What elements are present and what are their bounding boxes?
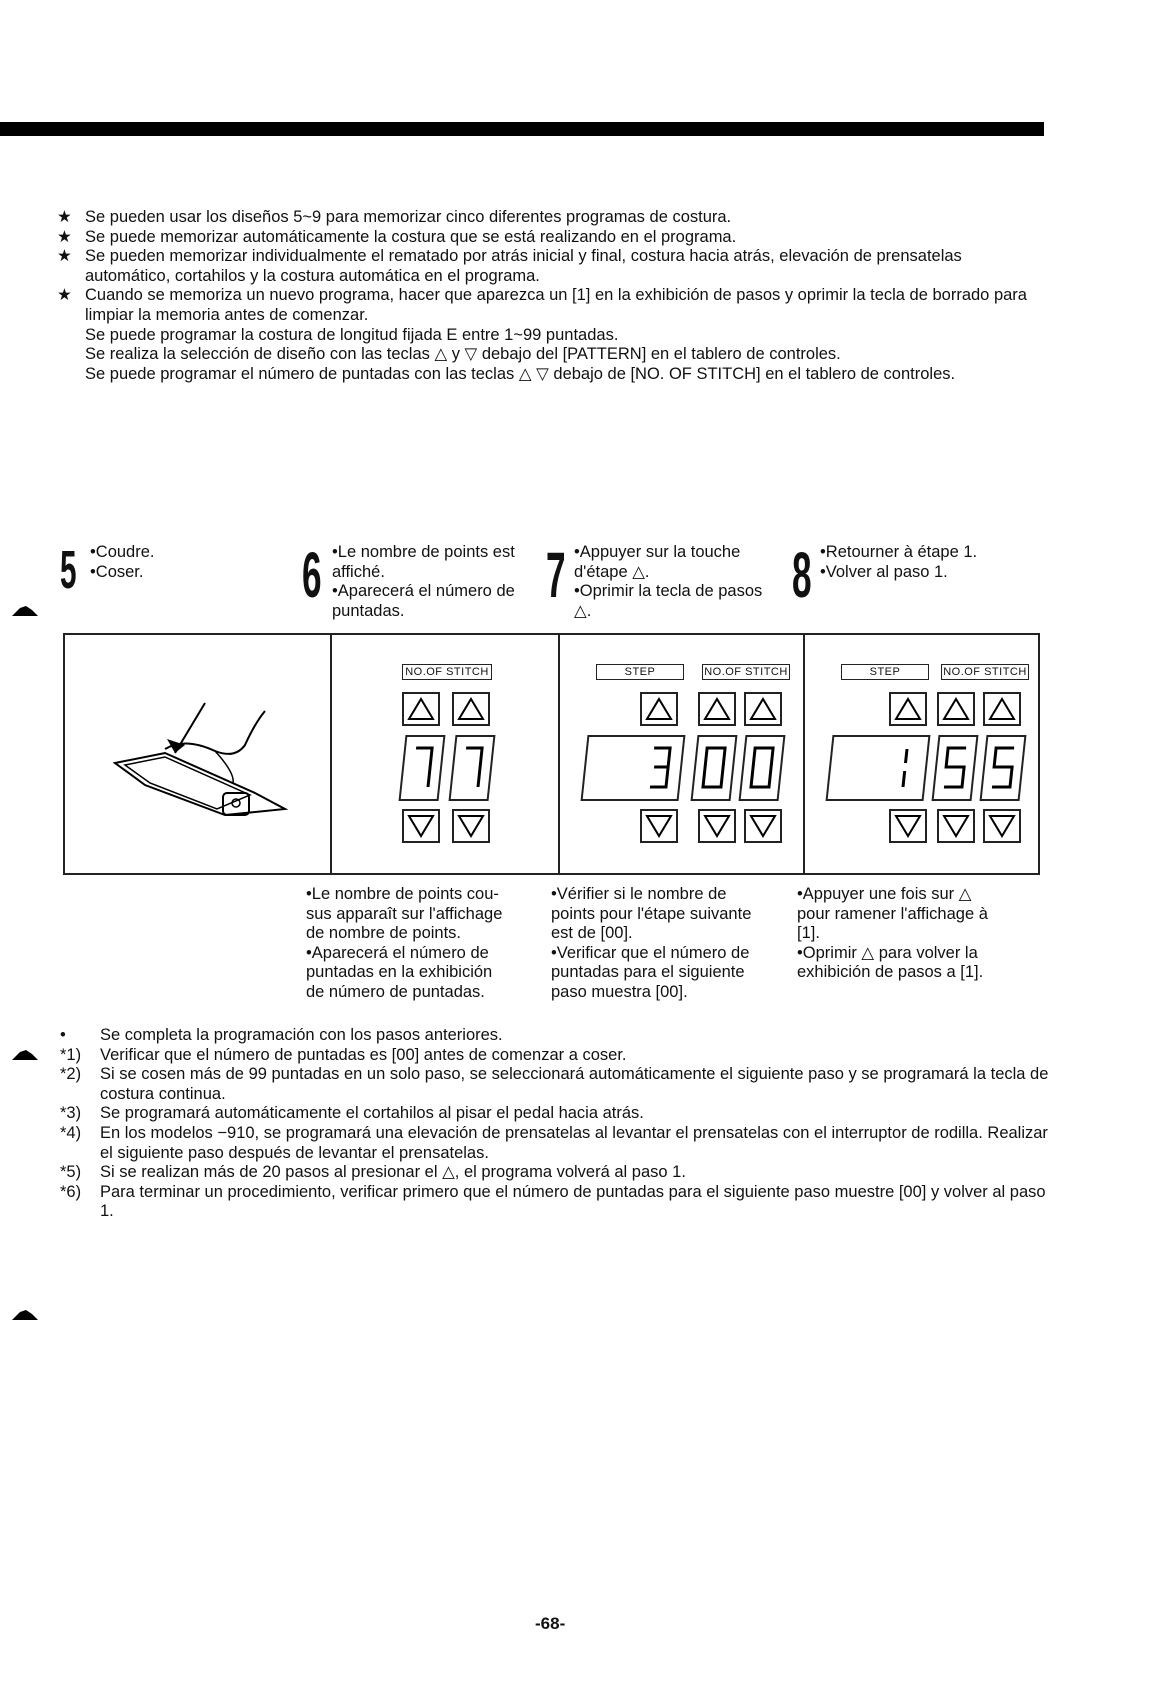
footnote: *3) Se programará automáticamente el cortahilos al pisar el pedal hacia atrás.	[60, 1104, 644, 1123]
display-step-6	[330, 635, 560, 873]
stitch-up-button[interactable]	[452, 692, 490, 726]
seven-segment-digit	[989, 745, 1018, 791]
footnote: *6) Para terminar un procedimiento, verificar primero que el número de puntadas para el siguiente paso muestre [00] y volver al paso 1.	[60, 1182, 1046, 1221]
hand-pointer-icon	[10, 604, 40, 618]
step-label: STEP	[841, 664, 929, 680]
star-icon: ★	[57, 208, 72, 226]
up-triangle-icon	[988, 697, 1016, 721]
step-number: 6	[302, 539, 322, 611]
display-step-7	[558, 635, 805, 873]
note-4: ★ Cuando se memoriza un nuevo programa, hacer que aparezca un [1] en la exhibición de pasos y oprimir la tecla de borrado para limpiar la memoria antes de comenzar. Se puede programar la costura de longitud fijada E entre 1~99 puntadas. Se realiza la selección de diseño con las teclas △ y ▽ debajo del [PATTERN] en el tablero de controles. Se puede programar el número de puntadas con las teclas △ ▽ debajo de [NO. OF STITCH] en el tablero de controles.	[57, 286, 1027, 383]
down-triangle-icon	[457, 814, 485, 838]
stitch-digit	[449, 735, 496, 801]
stitch-label: NO.OF STITCH	[702, 664, 790, 680]
stitch-up-button[interactable]	[937, 692, 975, 726]
stitch-digit	[739, 735, 786, 801]
up-triangle-icon	[894, 697, 922, 721]
down-triangle-icon	[703, 814, 731, 838]
footnotes	[60, 1026, 1050, 1222]
caption-step-8: •Appuyer une fois sur △ pour ramener l'affichage à [1]. •Oprimir △ para volver la exhibición de pasos a [1].	[797, 885, 988, 982]
seven-segment-digit	[700, 745, 729, 791]
stitch-digit	[691, 735, 738, 801]
control-panel-illustration	[63, 633, 1040, 875]
seven-segment-digit	[889, 745, 918, 791]
display-step-8	[803, 635, 1040, 873]
stitch-up-button[interactable]	[402, 692, 440, 726]
stitch-down-button[interactable]	[402, 809, 440, 843]
up-triangle-icon	[407, 697, 435, 721]
hand-pointer-icon	[10, 1048, 40, 1062]
note-2: ★ Se puede memorizar automáticamente la costura que se está realizando en el programa.	[57, 227, 737, 246]
stitch-down-button[interactable]	[698, 809, 736, 843]
step-8: 8 •Retourner à étape 1. •Volver al paso 1.	[792, 539, 978, 611]
step-7: 7 •Appuyer sur la touche d'étape △. •Oprimir la tecla de pasos △.	[546, 539, 763, 620]
page-number: -68-	[535, 1614, 566, 1633]
footnote: *5) Si se realizan más de 20 pasos al presionar el △, el programa volverá al paso 1.	[60, 1163, 686, 1182]
star-icon: ★	[57, 247, 72, 266]
seven-segment-digit	[408, 745, 437, 791]
step-number: 8	[792, 539, 812, 611]
step-label: STEP	[596, 664, 684, 680]
down-triangle-icon	[942, 814, 970, 838]
down-triangle-icon	[988, 814, 1016, 838]
stitch-up-button[interactable]	[744, 692, 782, 726]
footnote: *1) Verificar que el número de puntadas es [00] antes de comenzar a coser.	[60, 1045, 627, 1064]
step-down-button[interactable]	[889, 809, 927, 843]
up-triangle-icon	[942, 697, 970, 721]
seven-segment-digit	[748, 745, 777, 791]
step-display	[581, 735, 686, 801]
stitch-digit	[399, 735, 446, 801]
down-triangle-icon	[894, 814, 922, 838]
stitch-down-button[interactable]	[452, 809, 490, 843]
step-number: 5	[60, 540, 77, 600]
stitch-up-button[interactable]	[698, 692, 736, 726]
up-triangle-icon	[457, 697, 485, 721]
caption-step-7: •Vérifier si le nombre de points pour l'étape suivante est de [00]. •Verificar que el número de puntadas para el siguiente paso muestra [00].	[551, 885, 752, 1001]
star-icon: ★	[57, 286, 72, 305]
note-3: ★ Se pueden memorizar individualmente el rematado por atrás inicial y final, costura hacia atrás, elevación de prensatelas automático, cortahilos y la costura automática en el programa.	[57, 247, 962, 285]
down-triangle-icon	[407, 814, 435, 838]
footnote: • Se completa la programación con los pasos anteriores.	[60, 1026, 503, 1044]
down-triangle-icon	[645, 814, 673, 838]
stitch-label: NO.OF STITCH	[402, 664, 492, 680]
footnote: *4) En los modelos −910, se programará una elevación de prensatelas al levantar el prensatelas con el interruptor de rodilla. Realizar el siguiente paso después de levantar el prensatelas.	[60, 1123, 1048, 1162]
stitch-digit	[932, 735, 979, 801]
step-5: 5 •Coudre. •Coser.	[60, 540, 155, 600]
stitch-up-button[interactable]	[983, 692, 1021, 726]
star-icon: ★	[57, 227, 72, 246]
stitch-down-button[interactable]	[983, 809, 1021, 843]
step-down-button[interactable]	[640, 809, 678, 843]
step-display	[826, 735, 931, 801]
stitch-label: NO.OF STITCH	[941, 664, 1029, 680]
note-1: ★ Se pueden usar los diseños 5~9 para memorizar cinco diferentes programas de costura.	[57, 208, 732, 226]
seven-segment-digit	[646, 745, 675, 791]
step-number: 7	[546, 539, 566, 611]
stitch-down-button[interactable]	[744, 809, 782, 843]
seven-segment-digit	[941, 745, 970, 791]
step-up-button[interactable]	[640, 692, 678, 726]
up-triangle-icon	[645, 697, 673, 721]
up-triangle-icon	[703, 697, 731, 721]
pedal-cell	[65, 635, 330, 873]
up-triangle-icon	[749, 697, 777, 721]
caption-step-6: •Le nombre de points cou- sus apparaît sur l'affichage de nombre de points. •Aparecerá el número de puntadas en la exhibición de número de puntadas.	[306, 885, 503, 1001]
notes-list	[57, 208, 1047, 384]
footnote: *2) Si se cosen más de 99 puntadas en un solo paso, se seleccionará automáticamente el siguiente paso y se programará la tecla de costura continua.	[60, 1065, 1049, 1103]
stitch-digit	[980, 735, 1027, 801]
down-triangle-icon	[749, 814, 777, 838]
seven-segment-digit	[458, 745, 487, 791]
foot-pedal-icon	[105, 683, 305, 833]
hand-pointer-icon	[10, 1308, 40, 1322]
step-up-button[interactable]	[889, 692, 927, 726]
step-6: 6 •Le nombre de points est affiché. •Aparecerá el número de puntadas.	[302, 539, 515, 620]
header-rule	[0, 122, 1044, 136]
stitch-down-button[interactable]	[937, 809, 975, 843]
